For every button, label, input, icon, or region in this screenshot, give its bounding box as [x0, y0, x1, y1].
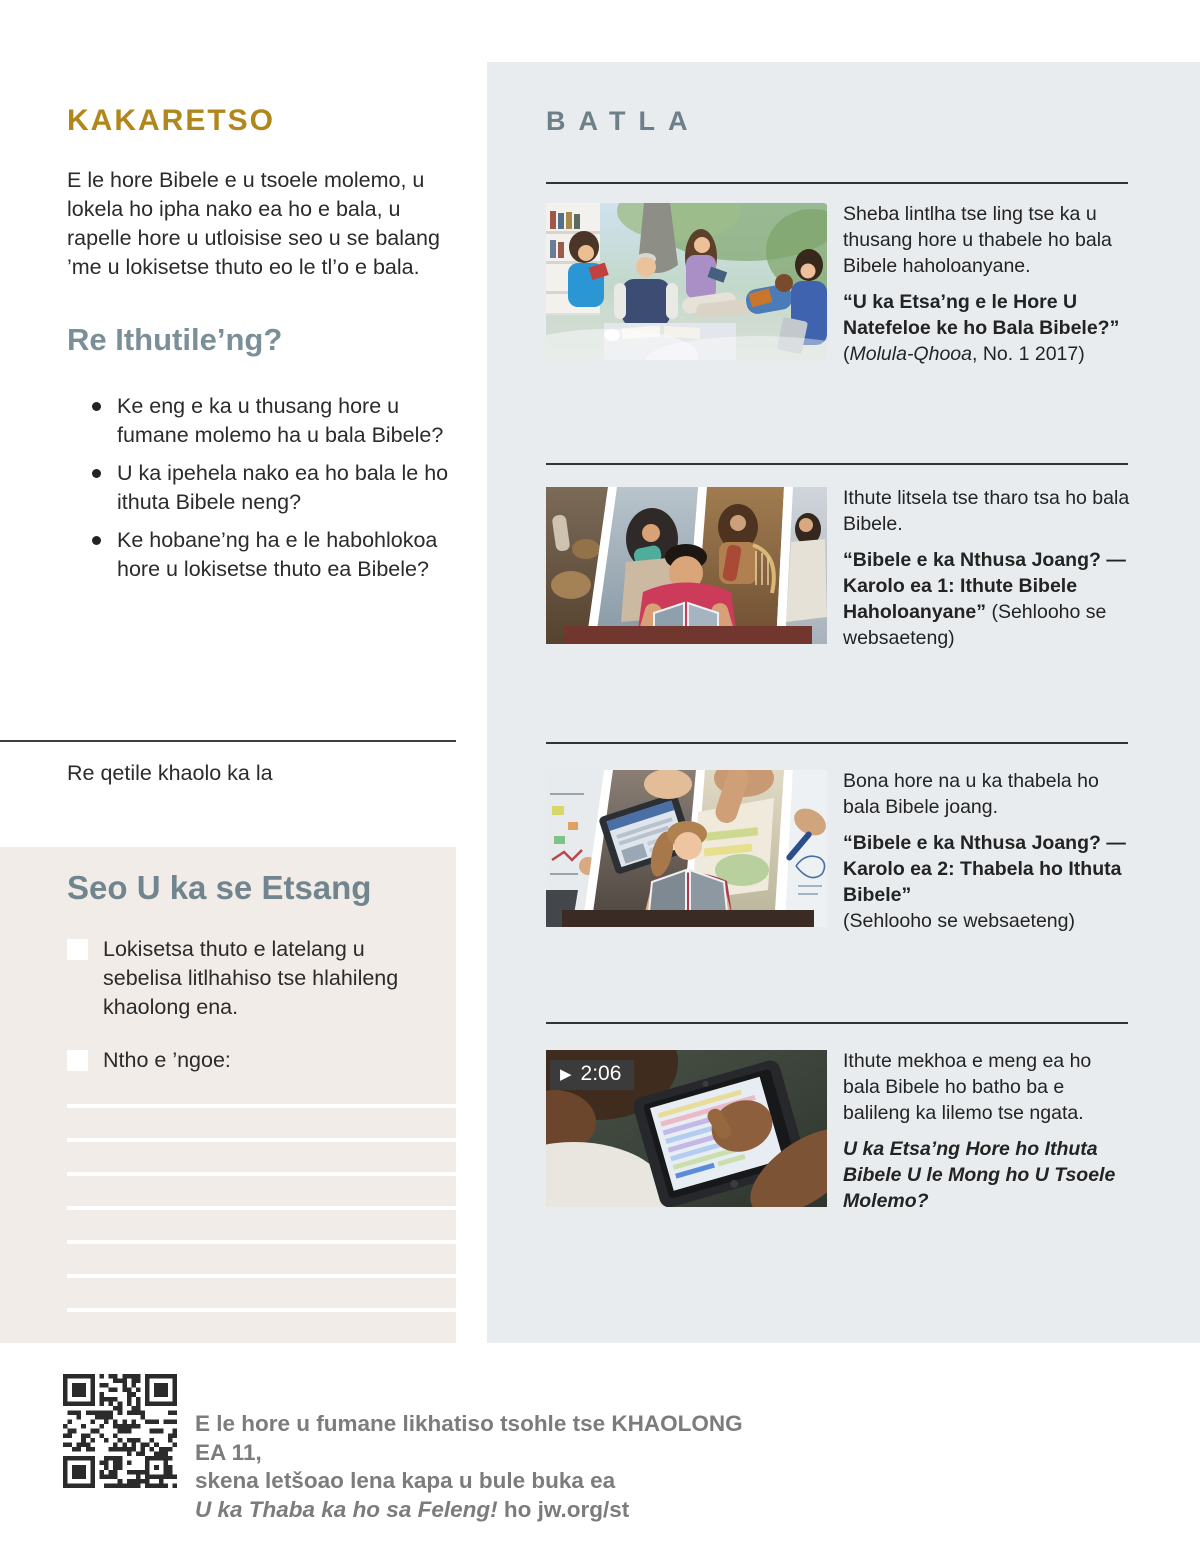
todo-item-label: Lokisetsa thuto e latelang u sebelisa litlhahiso tse hlahileng khaolong ena.: [103, 937, 399, 1019]
todo-item: [67, 935, 427, 1022]
item-divider: [546, 742, 1128, 744]
todo-item: [67, 1046, 427, 1075]
footer-line: U ka Thaba ka ho sa Feleng! ho jw.org/st: [195, 1496, 630, 1522]
thumbnail-boy-reading-bible-scenes[interactable]: [546, 487, 827, 644]
item-description: Sheba lintlha tse ling tse ka u thusang hore u thabele ho bala Bibele haholoanyane.: [843, 203, 1112, 277]
footer-instructions: [195, 1410, 755, 1524]
overview-intro: E le hore Bibele e u tsoele molemo, u lokela ho ipha nako ea ho e bala, u rapelle hore u utloisise seo u se balang ’me u lokisetse thuto eo le tl’o e bala.: [67, 168, 440, 279]
item-divider: [546, 182, 1128, 184]
item-description: Bona hore na u ka thabela ho bala Bibele joang.: [843, 770, 1099, 818]
item-title: “Bibele e ka Nthusa Joang? —Karolo ea 1: Ithute Bibele Haholoanyane” (Sehlooho se websaeteng): [843, 549, 1126, 649]
thumbnail-family-reading[interactable]: [546, 203, 827, 360]
qr-code: [63, 1374, 177, 1488]
item-title: “Bibele e ka Nthusa Joang? —Karolo ea 2: Thabela ho Ithuta Bibele”: [843, 832, 1126, 906]
item-title: “U ka Etsa’ng e le Hore U Natefeloe ke ho Bala Bibele?”: [843, 291, 1120, 339]
writing-line[interactable]: [67, 1172, 456, 1176]
video-duration: 2:06: [580, 1062, 622, 1085]
overview-title: KAKARETSO: [67, 104, 276, 137]
item-description: Ithute mekhoa e meng ea ho bala Bibele ho batho ba e balileng ka lilemo tse ngata.: [843, 1050, 1092, 1124]
todo-item-label: Ntho e ’ngoe:: [103, 1048, 231, 1072]
thumbnail-woman-studying[interactable]: [546, 770, 827, 927]
writing-line[interactable]: [67, 1138, 456, 1142]
questions-title: Re Ithutile’ng?: [67, 322, 283, 357]
item-source: (Molula-Qhooa, No. 1 2017): [843, 343, 1085, 365]
family-reading-illustration: [546, 203, 827, 360]
section-divider: [0, 740, 456, 742]
writing-line[interactable]: [67, 1308, 456, 1312]
todo-title: Seo U ka se Etsang: [67, 869, 372, 906]
checkbox[interactable]: [67, 1050, 88, 1071]
footer-line: E le hore u fumane likhatiso tsohle tse KHAOLONG EA 11,: [195, 1411, 743, 1465]
item-divider: [546, 1022, 1128, 1024]
play-icon: ▶: [560, 1065, 572, 1083]
question-item: U ka ipehela nako ea ho bala le ho ithuta Bibele neng?: [117, 459, 469, 517]
item-divider: [546, 463, 1128, 465]
questions-list: [117, 392, 469, 593]
item-description: Ithute litsela tse tharo tsa ho bala Bibele.: [843, 487, 1130, 535]
completed-date-label: Re qetile khaolo ka la: [67, 761, 273, 785]
boy-reading-illustration: [546, 487, 827, 644]
item-title: U ka Etsa’ng Hore ho Ithuta Bibele U le Mong ho U Tsoele Molemo?: [843, 1138, 1116, 1212]
writing-line[interactable]: [67, 1240, 456, 1244]
checkbox[interactable]: [67, 939, 88, 960]
writing-line[interactable]: [67, 1104, 456, 1108]
batla-title: BATLA: [546, 106, 701, 136]
item-source: (Sehlooho se websaeteng): [843, 910, 1075, 932]
woman-studying-illustration: [546, 770, 827, 927]
writing-line[interactable]: [67, 1274, 456, 1278]
video-thumbnail-tablet-study[interactable]: [546, 1050, 827, 1207]
video-duration-badge: [550, 1060, 634, 1090]
question-item: Ke eng e ka u thusang hore u fumane molemo ha u bala Bibele?: [117, 392, 469, 450]
what-you-can-do-box: [0, 847, 456, 1343]
writing-line[interactable]: [67, 1206, 456, 1210]
question-item: Ke hobane’ng ha e le habohlokoa hore u lokisetse thuto ea Bibele?: [117, 526, 469, 584]
footer-line: skena letšoao lena kapa u bule buka ea: [195, 1468, 616, 1493]
